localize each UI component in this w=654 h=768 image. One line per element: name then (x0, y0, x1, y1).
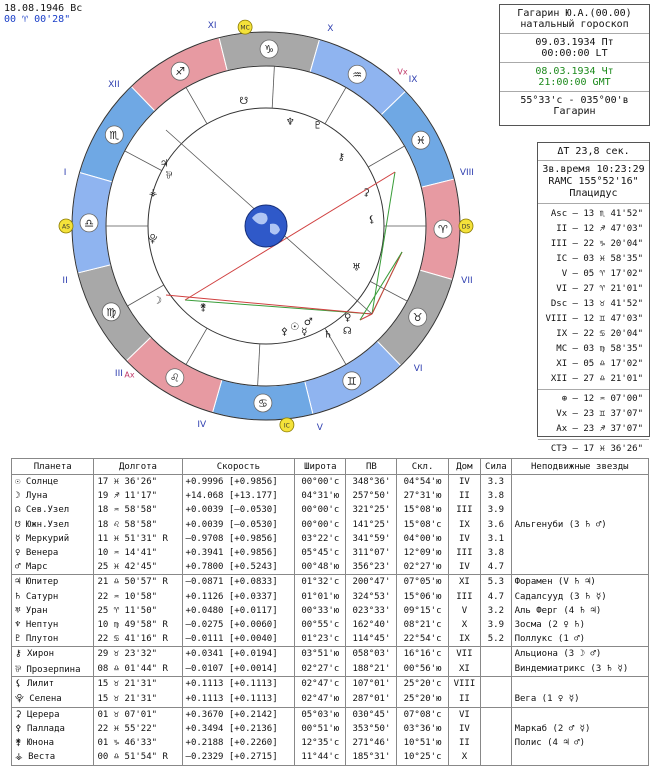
right-ascension-cell: 341°59' (346, 532, 397, 546)
house-cell: III (448, 546, 481, 560)
house-cell: IX (448, 518, 481, 532)
gmt-time: 21:00:00 GMT (538, 77, 611, 88)
declination-cell: 25°20'ю (397, 691, 448, 708)
place-name: Гагарин (553, 106, 596, 117)
speed-cell: +0.3494 [+0.2136] (182, 722, 295, 736)
sign-glyph-2: ♑ (264, 43, 275, 57)
longitude-cell: 01 ♉ 07'01" (94, 707, 182, 722)
planet-glyph-7: ♃ (159, 158, 169, 170)
chart-aux-value: 00 ♈ 00'28" (4, 14, 71, 25)
strength-cell: 3.2 (481, 604, 511, 618)
fixed-stars-cell (511, 503, 648, 517)
point-label-1: Ax (124, 370, 135, 380)
longitude-cell: 15 ♉ 21'31" (94, 676, 182, 691)
fixed-stars-cell (511, 532, 648, 546)
longitude-cell: 22 ♒ 10'58" (94, 590, 182, 604)
latitude-cell: 00°33'ю (295, 604, 346, 618)
cusp-row-9: MC – 03 ♍ 58'35" (556, 344, 643, 354)
sign-glyph-11: ♎ (84, 216, 94, 230)
latitude-cell: 02°47'ю (295, 691, 346, 708)
house-number-0: I (63, 168, 67, 179)
house-cell: IV (448, 722, 481, 736)
table-row[interactable] (12, 676, 649, 691)
house-number-5: VI (413, 363, 423, 374)
speed-cell: +0.7800 [+0.5243] (182, 560, 295, 575)
house-system: Плацидус (569, 188, 618, 199)
declination-cell: 22°54'с (397, 632, 448, 647)
column-header-7[interactable]: Сила (481, 459, 511, 475)
right-ascension-cell: 188°21' (346, 661, 397, 676)
natal-chart-wheel[interactable] (0, 0, 500, 455)
angle-label-2: DS (461, 223, 471, 231)
speed-cell: –0.0871 [+0.0833] (182, 575, 295, 590)
strength-cell: 3.8 (481, 546, 511, 560)
latitude-cell: 02°27'с (295, 661, 346, 676)
ramc-value: RAMC 155°52'16" (548, 176, 639, 187)
fixed-stars-cell: Аль Ферг (4 ♄ ♃) (511, 604, 648, 618)
planet-glyph-13: ⅌ (165, 170, 173, 182)
sign-glyph-1: ♐ (175, 65, 186, 79)
declination-cell: 08°21'с (397, 618, 448, 632)
speed-cell: +0.9996 [+0.9856] (182, 475, 295, 490)
latitude-cell: 03°51'ю (295, 647, 346, 662)
cusp-row-1: II – 12 ♐ 47'03" (556, 224, 643, 234)
point-label-0: Vx (397, 67, 408, 77)
declination-cell: 27°31'ю (397, 489, 448, 503)
house-cell: VII (448, 647, 481, 662)
speed-cell: +0.0039 [–0.0530] (182, 503, 295, 517)
longitude-cell: 19 ♐ 11'17" (94, 489, 182, 503)
declination-cell: 15°06'ю (397, 590, 448, 604)
cusp-row-10: XI – 05 ♎ 17'02" (556, 359, 643, 369)
right-ascension-cell: 348°36' (346, 475, 397, 490)
latitude-cell: 00°55'с (295, 618, 346, 632)
sign-glyph-9: ♌ (169, 371, 180, 385)
strength-cell (481, 691, 511, 708)
speed-cell: –0.0275 [+0.0060] (182, 618, 295, 632)
cusp-row-11: XII – 27 ♎ 21'01" (550, 374, 643, 384)
planet-name-cell: ♂ Марс (12, 560, 94, 575)
declination-cell: 04°54'ю (397, 475, 448, 490)
local-time: 00:00:00 LT (541, 48, 608, 59)
longitude-cell: 25 ♈ 11'50" (94, 604, 182, 618)
delta-t: ΔT 23,8 сек. (538, 143, 649, 161)
right-ascension-cell: 356°23' (346, 560, 397, 575)
sign-glyph-7: ♊ (346, 374, 357, 388)
planet-name-cell: ♄ Сатурн (12, 590, 94, 604)
fixed-stars-cell: Зосма (2 ♀ ♄) (511, 618, 648, 632)
strength-cell (481, 661, 511, 676)
table-row[interactable] (12, 475, 649, 490)
speed-cell: –0.2329 [+0.2715] (182, 750, 295, 765)
house-number-2: III (114, 369, 123, 380)
table-row[interactable] (12, 590, 649, 604)
gmt-date: 08.03.1934 Чт (535, 66, 614, 77)
declination-cell: 15°08'с (397, 518, 448, 532)
longitude-cell: 15 ♉ 21'31" (94, 691, 182, 708)
latitude-cell: 05°45'с (295, 546, 346, 560)
declination-cell: 15°08'ю (397, 503, 448, 517)
planet-name-cell: ⚷ Хирон (12, 647, 94, 662)
declination-cell: 25°20'с (397, 676, 448, 691)
planet-name-cell: ☉ Солнце (12, 475, 94, 490)
strength-cell: 3.9 (481, 503, 511, 517)
strength-cell: 5.3 (481, 575, 511, 590)
house-cell: V (448, 604, 481, 618)
declination-cell: 02°27'ю (397, 560, 448, 575)
house-cell: III (448, 590, 481, 604)
longitude-cell: 01 ♑ 46'33" (94, 736, 182, 750)
fixed-stars-cell (511, 707, 648, 722)
right-ascension-cell: 324°53' (346, 590, 397, 604)
house-number-3: IV (197, 419, 207, 430)
column-header-0[interactable]: Планета (12, 459, 94, 475)
cusp-row-7: VIII – 12 ♊ 47'03" (545, 314, 643, 324)
longitude-cell: 25 ♓ 42'45" (94, 560, 182, 575)
planet-glyph-14: ⚸ (368, 214, 376, 226)
house-cell: IV (448, 560, 481, 575)
fixed-stars-cell: Форамен (V ♄ ♃) (511, 575, 648, 590)
right-ascension-cell: 311°07' (346, 546, 397, 560)
speed-cell: +0.2188 [+0.2260] (182, 736, 295, 750)
birth-info-panel (499, 4, 650, 126)
fixed-stars-cell (511, 750, 648, 765)
longitude-cell: 10 ♒ 14'41" (94, 546, 182, 560)
ste-value: СТЭ – 17 ♓ 36'26" (550, 444, 643, 454)
right-ascension-cell: 107°01' (346, 676, 397, 691)
right-ascension-cell: 023°33' (346, 604, 397, 618)
latitude-cell: 00°48'ю (295, 560, 346, 575)
sign-glyph-10: ♍ (106, 305, 117, 319)
planet-name-cell: ☿ Меркурий (12, 532, 94, 546)
strength-cell: 4.7 (481, 560, 511, 575)
planet-name-cell: ♀ Венера (12, 546, 94, 560)
table-row[interactable] (12, 489, 649, 503)
strength-cell: 3.8 (481, 489, 511, 503)
fixed-stars-cell: Вега (1 ♀ ☿) (511, 691, 648, 708)
house-number-8: IX (408, 74, 418, 85)
cusp-row-3: IC – 03 ♓ 58'35" (556, 254, 643, 264)
house-number-10: XI (207, 21, 217, 32)
cusp-list (538, 204, 649, 387)
cusp-row-0: Asc – 13 ♏ 41'52" (550, 209, 643, 219)
house-cell: II (448, 489, 481, 503)
planet-name-cell: ♇ Плутон (12, 632, 94, 647)
speed-cell: +14.068 [+13.177] (182, 489, 295, 503)
longitude-cell: 18 ♒ 58'58" (94, 503, 182, 517)
fixed-stars-cell: Полис (4 ♃ ♂) (511, 736, 648, 750)
speed-cell: +0.1113 [+0.1113] (182, 676, 295, 691)
planet-glyph-18: ⚵ (199, 302, 207, 314)
angle-label-1: AS (62, 223, 70, 231)
speed-cell: +0.0039 [–0.0530] (182, 518, 295, 532)
declination-cell: 09°15'с (397, 604, 448, 618)
sign-glyph-3: ♒ (352, 68, 363, 82)
longitude-cell: 22 ♋ 41'16" R (94, 632, 182, 647)
latitude-cell: 04°31'ю (295, 489, 346, 503)
strength-cell: 3.6 (481, 518, 511, 532)
column-header-2[interactable]: Скорость (182, 459, 295, 475)
longitude-cell: 21 ♎ 50'57" R (94, 575, 182, 590)
strength-cell (481, 722, 511, 736)
declination-cell: 12°09'ю (397, 546, 448, 560)
declination-cell: 00°56'ю (397, 661, 448, 676)
table-row[interactable] (12, 736, 649, 750)
speed-cell: –0.0107 [+0.0014] (182, 661, 295, 676)
point-row-1: Vx – 23 ♊ 37'07" (556, 409, 643, 419)
strength-cell (481, 647, 511, 662)
right-ascension-cell: 030°45' (346, 707, 397, 722)
house-cell: XI (448, 661, 481, 676)
sign-glyph-4: ♓ (415, 134, 426, 148)
latitude-cell: 00°00'с (295, 475, 346, 490)
latitude-cell: 01°23'с (295, 632, 346, 647)
house-cell: IV (448, 475, 481, 490)
planet-glyph-0: ☉ (290, 321, 300, 333)
chart-type: натальный гороскоп (520, 19, 629, 30)
fixed-stars-cell: Альгенуби (3 ♄ ♂) (511, 518, 648, 532)
speed-cell: +0.1126 [+0.0337] (182, 590, 295, 604)
column-header-6[interactable]: Дом (448, 459, 481, 475)
house-cell: III (448, 503, 481, 517)
sign-glyph-0: ♏ (109, 128, 120, 142)
planet-name-cell: ⚳ Церера (12, 707, 94, 722)
declination-cell: 10°25'с (397, 750, 448, 765)
longitude-cell: 17 ♓ 36'26" (94, 475, 182, 490)
planet-name-cell: ☽ Луна (12, 489, 94, 503)
strength-cell (481, 736, 511, 750)
declination-cell: 16°16'с (397, 647, 448, 662)
latitude-cell: 00°00'с (295, 503, 346, 517)
table-row[interactable] (12, 604, 649, 618)
strength-cell: 4.7 (481, 590, 511, 604)
house-number-9: X (327, 24, 334, 35)
strength-cell (481, 676, 511, 691)
right-ascension-cell: 257°50' (346, 489, 397, 503)
right-ascension-cell: 185°31' (346, 750, 397, 765)
planet-glyph-4: ☿ (301, 327, 308, 339)
strength-cell: 3.9 (481, 618, 511, 632)
planet-table (11, 458, 649, 766)
point-list (538, 392, 649, 437)
chart-date: 18.08.1946 Вс (4, 3, 83, 14)
right-ascension-cell: 058°03' (346, 647, 397, 662)
planet-name-cell: ⚶ Веста (12, 750, 94, 765)
sign-glyph-5: ♈ (438, 223, 448, 237)
table-row[interactable] (12, 632, 649, 647)
house-number-4: V (316, 422, 323, 433)
sign-glyph-8: ♋ (257, 396, 268, 410)
planet-glyph-17: ⚴ (280, 326, 289, 338)
right-ascension-cell: 162°40' (346, 618, 397, 632)
coordinates: 55°33'с - 035°00'в (520, 95, 629, 106)
speed-cell: +0.1113 [+0.1113] (182, 691, 295, 708)
right-ascension-cell: 287°01' (346, 691, 397, 708)
point-row-0: ⊕ – 12 ♒ 07'00" (561, 394, 643, 404)
planet-glyph-5: ♀ (343, 312, 352, 324)
fixed-stars-cell: Садалсууд (3 ♄ ☿) (511, 590, 648, 604)
table-row[interactable] (12, 518, 649, 532)
latitude-cell: 11°44'с (295, 750, 346, 765)
angle-label-3: IC (283, 422, 290, 430)
strength-cell: 5.2 (481, 632, 511, 647)
declination-cell: 07°05'ю (397, 575, 448, 590)
column-header-3[interactable]: Широта (295, 459, 346, 475)
planet-glyph-9: ♅ (351, 262, 361, 274)
planet-glyph-12: ⚷ (337, 151, 345, 163)
longitude-cell: 00 ♎ 51'54" R (94, 750, 182, 765)
planet-name-cell: ♆ Нептун (12, 618, 94, 632)
longitude-cell: 29 ♉ 23'32" (94, 647, 182, 662)
angle-label-0: MC (240, 24, 250, 32)
fixed-stars-cell (511, 676, 648, 691)
person-name: Гагарин Ю.А.(00.00) (517, 8, 632, 19)
cusp-row-2: III – 22 ♑ 20'04" (550, 239, 643, 249)
planet-glyph-2: ☊ (342, 326, 352, 338)
house-number-6: VII (461, 275, 473, 286)
latitude-cell: 05°03'ю (295, 707, 346, 722)
column-header-1[interactable]: Долгота (94, 459, 182, 475)
house-number-1: II (62, 275, 68, 286)
planet-glyph-16: ⚳ (362, 187, 370, 199)
declination-cell: 10°51'ю (397, 736, 448, 750)
latitude-cell: 01°32'с (295, 575, 346, 590)
latitude-cell: 02°47'с (295, 676, 346, 691)
cusp-row-8: IX – 22 ♋ 20'04" (556, 329, 643, 339)
declination-cell: 04°00'ю (397, 532, 448, 546)
speed-cell: +0.0480 [+0.0117] (182, 604, 295, 618)
table-row[interactable] (12, 722, 649, 736)
planet-name-cell: ⚴ Паллада (12, 722, 94, 736)
planet-name-cell: ♅ Уран (12, 604, 94, 618)
house-cell: VIII (448, 676, 481, 691)
table-row[interactable] (12, 503, 649, 517)
earth-globe-icon (245, 205, 287, 247)
planet-glyph-8: ♄ (323, 329, 333, 341)
column-header-4[interactable]: ПВ (346, 459, 397, 475)
planet-glyph-3: ☋ (239, 95, 249, 107)
planet-glyph-11: ♇ (313, 120, 323, 132)
table-row[interactable] (12, 618, 649, 632)
strength-cell: 3.1 (481, 532, 511, 546)
cusp-row-6: Dsc – 13 ♉ 41'52" (550, 299, 643, 309)
latitude-cell: 03°22'с (295, 532, 346, 546)
speed-cell: +0.0341 [+0.0194] (182, 647, 295, 662)
house-cell: XI (448, 575, 481, 590)
planet-name-cell: ⚵ Юнона (12, 736, 94, 750)
planet-name-cell: ⚸ Лилит (12, 676, 94, 691)
houses-panel (537, 142, 650, 454)
planet-glyph-1: ☽ (152, 295, 162, 307)
house-cell: IX (448, 632, 481, 647)
fixed-stars-cell (511, 560, 648, 575)
point-row-2: Ax – 23 ♐ 37'07" (556, 424, 643, 434)
speed-cell: –0.9708 [+0.9856] (182, 532, 295, 546)
fixed-stars-cell: Поллукс (1 ♂) (511, 632, 648, 647)
house-cell: IV (448, 532, 481, 546)
table-row[interactable] (12, 691, 649, 708)
local-date: 09.03.1934 Пт (535, 37, 614, 48)
strength-cell (481, 707, 511, 722)
fixed-stars-cell: Маркаб (2 ♂ ☿) (511, 722, 648, 736)
cusp-row-4: V – 05 ♈ 17'02" (561, 269, 643, 279)
fixed-stars-cell (511, 546, 648, 560)
declination-cell: 07°08'с (397, 707, 448, 722)
house-number-7: VIII (459, 168, 474, 179)
table-row[interactable] (12, 661, 649, 676)
table-row[interactable] (12, 575, 649, 590)
table-row[interactable] (12, 532, 649, 546)
sidereal-time: Зв.время 10:23:29 (542, 164, 645, 175)
right-ascension-cell: 321°25' (346, 503, 397, 517)
column-header-8[interactable]: Неподвижные звезды (511, 459, 648, 475)
speed-cell: –0.0111 [+0.0040] (182, 632, 295, 647)
speed-cell: +0.3670 [+0.2142] (182, 707, 295, 722)
right-ascension-cell: 114°45' (346, 632, 397, 647)
longitude-cell: 11 ♓ 51'31" R (94, 532, 182, 546)
right-ascension-cell: 353°50' (346, 722, 397, 736)
house-number-11: XII (108, 80, 120, 91)
sign-glyph-6: ♉ (412, 311, 423, 325)
planet-glyph-19: ⚶ (148, 187, 158, 199)
right-ascension-cell: 200°47' (346, 575, 397, 590)
latitude-cell: 00°00'с (295, 518, 346, 532)
longitude-cell: 08 ♎ 01'44" R (94, 661, 182, 676)
fixed-stars-cell: Альциона (3 ☽ ♂) (511, 647, 648, 662)
house-cell: II (448, 736, 481, 750)
planet-glyph-6: ♂ (303, 317, 313, 329)
table-row[interactable] (12, 647, 649, 662)
house-cell: X (448, 618, 481, 632)
strength-cell: 3.3 (481, 475, 511, 490)
planet-name-cell: ♃ Юпитер (12, 575, 94, 590)
house-cell: VI (448, 707, 481, 722)
longitude-cell: 22 ♓ 55'22" (94, 722, 182, 736)
fixed-stars-cell (511, 489, 648, 503)
house-cell: X (448, 750, 481, 765)
speed-cell: +0.3941 [+0.9856] (182, 546, 295, 560)
longitude-cell: 18 ♌ 58'58" (94, 518, 182, 532)
table-row[interactable] (12, 750, 649, 765)
table-row[interactable] (12, 707, 649, 722)
longitude-cell: 10 ♍ 49'58" R (94, 618, 182, 632)
latitude-cell: 12°35'с (295, 736, 346, 750)
cusp-row-5: VI – 27 ♈ 21'01" (556, 284, 643, 294)
planet-name-cell: ⅌ Прозерпина (12, 661, 94, 676)
latitude-cell: 01°01'ю (295, 590, 346, 604)
planet-name-cell: ⯓ Селена (12, 691, 94, 708)
strength-cell (481, 750, 511, 765)
fixed-stars-cell: Виндемиатрикс (3 ♄ ☿) (511, 661, 648, 676)
declination-cell: 03°36'ю (397, 722, 448, 736)
planet-glyph-10: ♆ (285, 116, 295, 128)
house-cell: II (448, 691, 481, 708)
latitude-cell: 00°51'ю (295, 722, 346, 736)
fixed-stars-cell (511, 475, 648, 490)
right-ascension-cell: 141°25' (346, 518, 397, 532)
table-row[interactable] (12, 546, 649, 560)
planet-name-cell: ☋ Южн.Узел (12, 518, 94, 532)
planet-glyph-15: ⯓ (147, 233, 158, 245)
right-ascension-cell: 271°46' (346, 736, 397, 750)
column-header-5[interactable]: Скл. (397, 459, 448, 475)
table-row[interactable] (12, 560, 649, 575)
planet-name-cell: ☊ Сев.Узел (12, 503, 94, 517)
